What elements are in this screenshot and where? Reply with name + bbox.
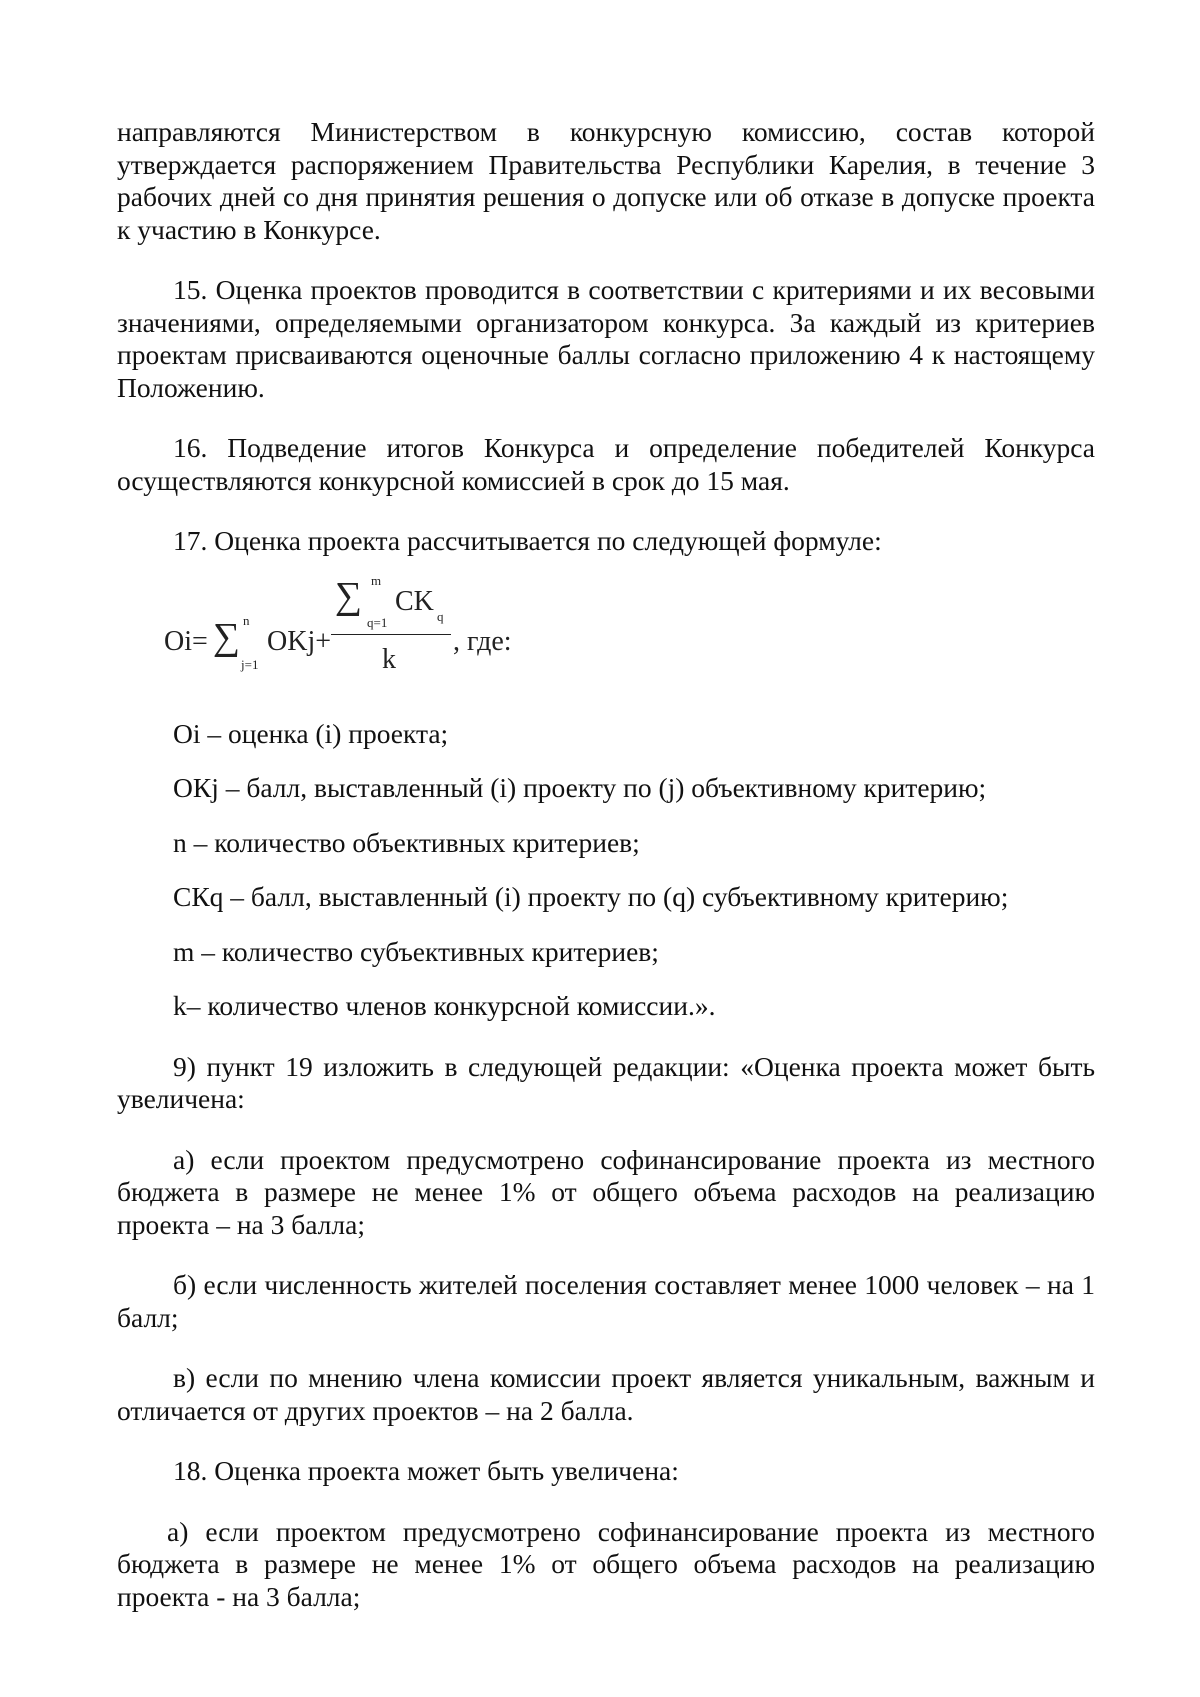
definition-k: k– количество членов конкурсной комиссии.». — [173, 990, 716, 1021]
amendment-9: 9) пункт 19 изложить в следующей редакции: «Оценка проекта может быть увеличена: — [117, 1050, 1095, 1114]
amendment-b: б) если численность жителей поселения составляет менее 1000 человек – на 1 балл; — [117, 1269, 1095, 1333]
formula-numerator-ck: CK — [395, 585, 434, 617]
formula-suffix: , где: — [453, 625, 512, 657]
formula-lhs: Oi= — [164, 625, 208, 657]
sum2-lower-limit: q=1 — [367, 614, 388, 630]
definition-m: m – количество субъективных критериев; — [173, 935, 659, 967]
sum-sign-1: ∑ — [213, 615, 241, 658]
paragraph-18-a: а) если проектом предусмотрено софинансирование проекта из местного бюджета в размере не менее 1% от общего объема расходов на реализацию проекта - на 3 балла; — [117, 1515, 1095, 1612]
definitions-list — [117, 718, 1095, 1023]
score-formula — [117, 572, 1095, 692]
formula-numerator-subscript: q — [437, 608, 444, 624]
sum1-lower-limit: j=1 — [241, 656, 259, 672]
amendment-v: в) если по мнению члена комиссии проект является уникальным, важным и отличается от других проектов – на 2 балла. — [117, 1362, 1095, 1426]
document-page — [117, 116, 1095, 1641]
sum2-upper-limit: m — [371, 572, 382, 588]
definition-okj: ОКj – балл, выставленный (i) проекту по (j) объективному критерию; — [173, 772, 987, 803]
definition-n: n – количество объективных критериев; — [173, 826, 640, 858]
definition-ckq: СКq – балл, выставленный (i) проекту по (q) субъективному критерию; — [173, 881, 1009, 912]
sum-sign-2: ∑ — [335, 574, 363, 617]
paragraph-18: 18. Оценка проекта может быть увеличена: — [173, 1455, 679, 1486]
fraction-bar — [331, 634, 451, 636]
formula-term-okj: OKj+ — [267, 625, 332, 657]
sum1-upper-limit: n — [243, 612, 250, 628]
definition-oi: Oi – оценка (i) проекта; — [173, 717, 449, 749]
paragraph-16: 16. Подведение итогов Конкурса и определение победителей Конкурса осуществляются конкурсной комиссией в срок до 15 мая. — [117, 432, 1095, 496]
formula-denominator: k — [382, 643, 396, 675]
paragraph-intro: направляются Министерством в конкурсную комиссию, состав которой утверждается распоряжением Правительства Республики Карелия, в течение 3 рабочих дней со дня принятия решения о допуске или об отказе в допуске проекта к участию в Конкурсе. — [117, 116, 1095, 245]
paragraph-15: 15. Оценка проектов проводится в соответствии с критериями и их весовыми значениями, определяемыми организатором конкурса. За каждый из критериев проектам присваиваются оценочные баллы согласно приложению 4 к настоящему Положению. — [117, 274, 1095, 403]
amendment-a: а) если проектом предусмотрено софинансирование проекта из местного бюджета в размере не менее 1% от общего объема расходов на реализацию проекта – на 3 балла; — [117, 1143, 1095, 1240]
paragraph-17: 17. Оценка проекта рассчитывается по следующей формуле: — [173, 525, 882, 556]
